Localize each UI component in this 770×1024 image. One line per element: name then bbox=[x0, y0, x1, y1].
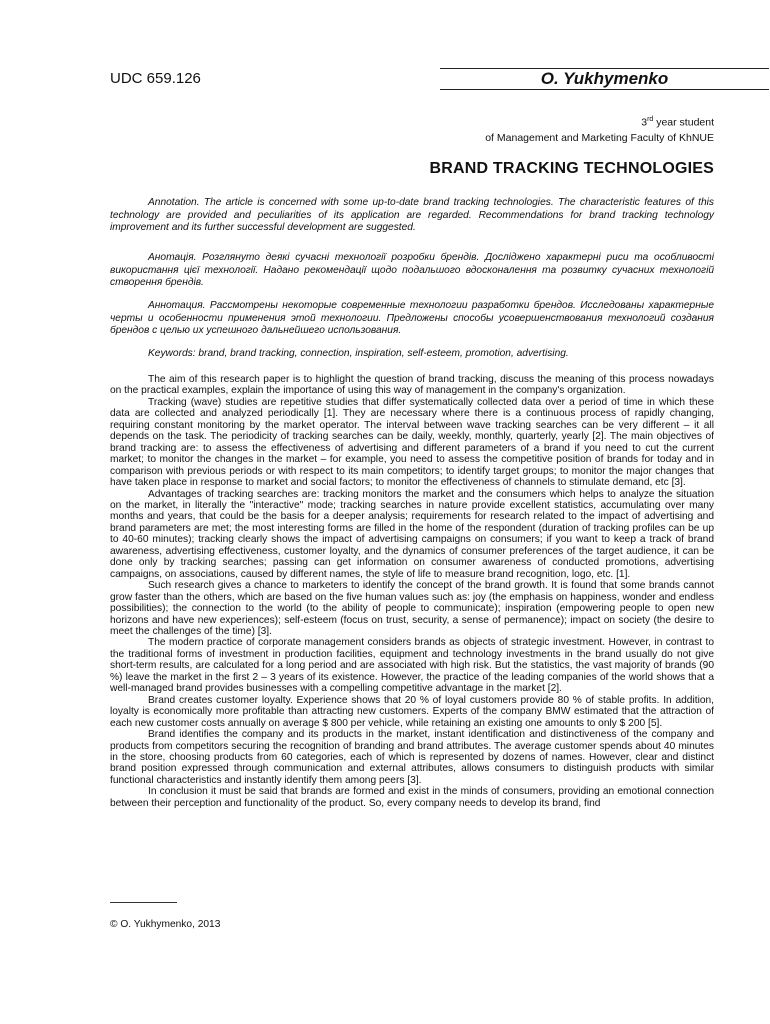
author-name: O. Yukhymenko bbox=[540, 69, 669, 88]
abstract-uk bbox=[110, 252, 714, 290]
abstract-uk-text: Анотація. Розглянуто деякі сучасні технології розробки брендів. Досліджено характерні риси та особливості використання цієї технології. Надано рекомендації щодо подальшого вдосконалення та розвитку сучасних технологій створення брендів. bbox=[110, 252, 714, 288]
udc-code: UDC 659.126 bbox=[110, 70, 201, 87]
abstract-ru-text: Аннотация. Рассмотрены некоторые современные технологии разработки брендов. Исследованы характерные черты и особенности применения этой технологии. Предложены способы усовершенствования технологий создания брендов с целью их успешного дальнейшего использования. bbox=[110, 300, 714, 336]
body-paragraph: Brand creates customer loyalty. Experience shows that 20 % of loyal customers provide 80 % of stable profits. In addition, loyalty is economically more profitable than attracting new customers. Experts of the company BMW estimated that the attraction of each new customer costs annually on average $ 800 per vehicle, while retaining an existing one amounts to only $ 200 [5]. bbox=[110, 694, 714, 729]
footnote-rule bbox=[110, 902, 177, 903]
author-faculty-line: of Management and Marketing Faculty of KhNUE bbox=[485, 131, 714, 144]
body-paragraph: Such research gives a chance to marketers to identify the concept of the brand growth. It is found that some brands cannot grow faster than the others, which are based on the five human values such as: joy (the emphasis on happiness, wonder and endless possibilities); the connection to the world (to the ability of people to communicate); inspiration (empowering people to open new horizons and have new experiences); self-esteem (focus on trust, security, a sense of permanence); impact on society (the desire to meet the challenges of the time) [3]. bbox=[110, 580, 714, 637]
author-affiliation bbox=[485, 112, 714, 146]
body-paragraph: Tracking (wave) studies are repetitive studies that differ systematically collected data over a period of time in which these data are collected and analyzed periodically [1]. They are necessary where there is a continuous process of rapidly changing, requiring constant monitoring by the market operator. The interval between wave tracking searches can be very different – it all depends on the task. The periodicity of tracking searches can be daily, weekly, monthly, quarterly, yearly [2]. The main objectives of brand tracking are: to assess the effectiveness of advertising and different parameters of a brand if you need to cut the current market; to monitor the changes in the market – for example, you need to assess the competitive position of brands for today and in comparison with previous periods or with respect to its main competitors; to identify target groups; to monitor the major changes that have taken place in response to market and social factors; to monitor the effectiveness of channels to stimulate demand, etc [3]. bbox=[110, 396, 714, 489]
abstract-en-text: Annotation. The article is concerned with some up-to-date brand tracking technologies. The characteristic features of this technology are provided and peculiarities of its application are regarded. Recommendations for brand tracking technology improvement and its further successful development are suggested. bbox=[110, 197, 714, 233]
body-paragraph: Brand identifies the company and its products in the market, instant identification and distinctiveness of the company and products from competitors securing the recognition of branding and brand attributes. The average customer spends about 40 minutes in the store, choosing products from 60 categories, each of which is represented by dozens of names. However, clear and distinct brand position expressed through communication and external attributes, allows consumers to distinguish products with similar functional characteristics and instantly identify them among peers [3]. bbox=[110, 729, 714, 786]
body-paragraph: Advantages of tracking searches are: tracking monitors the market and the consumers which helps to analyze the situation on the market, in literally the "interactive" mode; tracking searches in nature provide excellent statistics, accumulating over many months and years, that could be the basis for a deeper analysis; requirements for research related to the impact of advertising and brand parameters are met; the most interesting forms are filled in the home of the respondent (duration of tracking profiles can be up to 40-60 minutes); tracking clearly shows the impact of advertising campaigns on consumers; if you want to keep a track of brand awareness, advertising effectiveness, customer loyalty, and the dynamics of consumer preferences of the target audience, it can be done only by tracking searches; passing can get information on consumer awareness of conducted promotions, advertising campaigns, on associations, caused by different names, the style of life to measure brand recognition, logo, etc. [1]. bbox=[110, 488, 714, 580]
year-suffix: rd bbox=[647, 116, 654, 123]
year-number: 3 bbox=[641, 116, 648, 129]
abstract-en bbox=[110, 197, 714, 235]
keywords-text: Keywords: brand, brand tracking, connection, inspiration, self-esteem, promotion, advertising. bbox=[148, 348, 569, 359]
paper-title: BRAND TRACKING TECHNOLOGIES bbox=[429, 160, 714, 177]
author-year-line bbox=[485, 112, 714, 131]
copyright-footnote: © O. Yukhymenko, 2013 bbox=[110, 919, 221, 930]
abstract-ru bbox=[110, 300, 714, 338]
body-paragraph: The aim of this research paper is to highlight the question of brand tracking, discuss the meaning of this process nowadays on the practical examples, explain the importance of using this way of management in the company's organization. bbox=[110, 374, 714, 397]
body-paragraph: The modern practice of corporate management considers brands as objects of strategic investment. However, in contrast to the traditional forms of investment in production facilities, equipment and technology investments in the brand usually do not give short-term results, are calculated for a long period and are associated with high risk. But the statistics, the vast majority of brands (90 %) leave the market in the first 2 – 3 years of its existence. However, the practice of the leading companies of the world shows that a well-managed brand provides businesses with a compelling competitive advantage in the market [2]. bbox=[110, 637, 714, 695]
article-body bbox=[110, 374, 714, 809]
year-text: year student bbox=[653, 116, 714, 129]
keywords bbox=[110, 348, 714, 361]
body-paragraph: In conclusion it must be said that brands are formed and exist in the minds of consumers, providing an emotional connection between their perception and functionality of the product. So, every company needs to develop its brand, find bbox=[110, 786, 714, 809]
